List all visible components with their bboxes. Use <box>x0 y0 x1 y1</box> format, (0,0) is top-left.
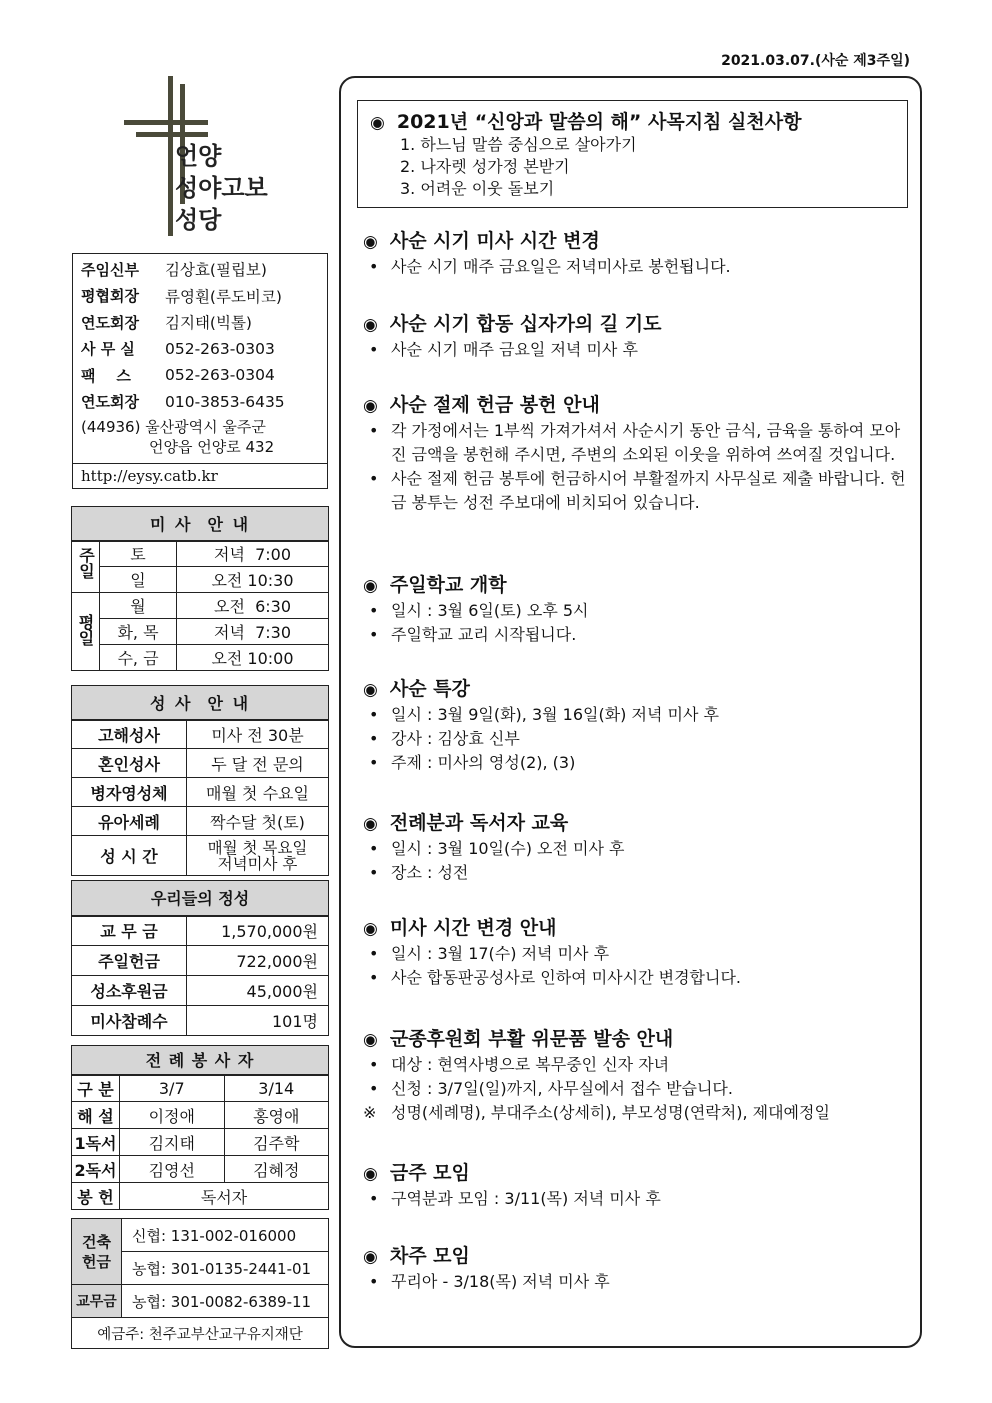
offering-name: 성소후원금 <box>72 976 187 1006</box>
bullet-icon: • <box>369 753 379 772</box>
pastoral-guideline-title <box>370 107 895 134</box>
address <box>81 417 319 457</box>
info-label: 연도회장 <box>81 313 139 332</box>
notice-item <box>363 623 908 647</box>
parish-name <box>175 140 268 236</box>
tithe-label: 교무금 <box>72 1285 122 1318</box>
notice-item-text: 강사 : 김상효 신부 <box>391 729 520 748</box>
notice-item <box>363 1270 908 1294</box>
notice-item-text: 각 가정에서는 1부씩 가져가셔서 사순시기 동안 금식, 금육을 통하여 모아진 금액을 봉헌해 주시면, 주변의 소외된 이웃을 위하여 쓰여질 것입니다. <box>391 421 901 464</box>
notice-item <box>363 1053 908 1077</box>
info-label: 사 무 실 <box>81 340 135 359</box>
bullet-icon: • <box>369 421 379 440</box>
notice-item <box>363 1187 908 1211</box>
pastoral-guideline-title-text: 2021년 “신앙과 말씀의 해” 사목지침 실천사항 <box>396 111 802 133</box>
tithe-account: 농협: 301-0082-6389-11 <box>122 1285 328 1318</box>
mass-time: 저녁 7:30 <box>176 619 328 645</box>
servers-date: 3/7 <box>120 1075 225 1102</box>
notice-item-text: 구역분과 모임 : 3/11(목) 저녁 미사 후 <box>391 1189 661 1208</box>
servers-name: 김영선 <box>120 1156 225 1183</box>
servers-date: 3/14 <box>224 1075 329 1102</box>
mass-time: 오전 10:30 <box>176 567 328 593</box>
notice-title: ◉ 전례분과 독서자 교육 <box>363 810 908 837</box>
servers-title: 전 례 봉 사 자 <box>72 1046 329 1075</box>
servers-name: 김주학 <box>224 1129 329 1156</box>
bullet-icon: • <box>369 729 379 748</box>
sunday-label <box>72 541 100 593</box>
notice-item <box>363 942 908 966</box>
bullet-icon: • <box>369 257 379 276</box>
mass-time: 오전 6:30 <box>176 593 328 619</box>
date-line: 2021.03.07.(사순 제3주일) <box>721 53 910 69</box>
notice-item <box>363 837 908 861</box>
sacrament-value: 두 달 전 문의 <box>187 749 329 778</box>
notice-title: ◉ 사순 절제 헌금 봉헌 안내 <box>363 392 908 419</box>
notice-item <box>363 419 908 467</box>
liturgy-servers-table <box>71 1045 329 1210</box>
address-line-2: 언양읍 언양로 432 <box>149 438 275 456</box>
bullet-icon: • <box>369 1055 379 1074</box>
notice-item <box>363 966 908 990</box>
sacrament-value: 매월 첫 수요일 <box>187 778 329 807</box>
info-label: 평협회장 <box>81 287 139 306</box>
bulletin-panel <box>339 76 922 1348</box>
notice-section <box>363 1026 908 1125</box>
offering-value: 1,570,000원 <box>187 916 329 946</box>
mass-day: 화, 목 <box>100 619 177 645</box>
notice-item <box>363 467 908 515</box>
notice-title: ◉ 사순 시기 합동 십자가의 길 기도 <box>363 311 908 338</box>
notice-item-text: 대상 : 현역사병으로 복무중인 신자 자녀 <box>391 1055 670 1074</box>
servers-offertory: 독서자 <box>120 1183 329 1210</box>
info-label: 주임신부 <box>81 260 139 279</box>
mass-schedule-table <box>71 506 329 671</box>
offering-value: 722,000원 <box>187 946 329 976</box>
mass-day: 수, 금 <box>100 645 177 671</box>
website-link[interactable]: http://eysy.catb.kr <box>73 463 327 485</box>
servers-role: 2독서 <box>72 1156 120 1183</box>
sacrament-value: 짝수달 첫(토) <box>187 807 329 836</box>
notice-item-text: 주제 : 미사의 영성(2), (3) <box>391 753 576 772</box>
account-holder: 예금주: 천주교부산교구유지재단 <box>97 1326 303 1343</box>
notice-section <box>363 915 908 990</box>
bullet-icon: • <box>369 839 379 858</box>
sacrament-name: 유아세례 <box>72 807 187 836</box>
servers-name: 이정애 <box>120 1102 225 1129</box>
notice-section <box>363 228 908 279</box>
sacrament-table <box>71 685 329 876</box>
servers-header-label: 구 분 <box>72 1075 120 1102</box>
weekday-label <box>72 593 100 671</box>
sacrament-value: 매월 첫 목요일 저녁미사 후 <box>187 836 329 876</box>
bullet-icon: • <box>369 1189 379 1208</box>
info-value: 김상효(필립보) <box>165 261 267 280</box>
notice-item <box>363 255 908 279</box>
offering-value: 101명 <box>187 1006 329 1036</box>
sacrament-name: 혼인성사 <box>72 749 187 778</box>
servers-role: 봉 헌 <box>72 1183 120 1210</box>
building-fund-label <box>72 1219 122 1285</box>
bullet-icon: • <box>369 705 379 724</box>
parish-info-box <box>72 253 328 489</box>
notice-item <box>363 703 908 727</box>
notice-title: ◉ 사순 특강 <box>363 676 908 703</box>
bank-account-box <box>71 1218 329 1349</box>
building-account-1: 신협: 131-002-016000 <box>122 1219 328 1252</box>
notice-item-text: 사순 시기 매주 금요일 저녁 미사 후 <box>391 340 638 359</box>
building-account-2: 농협: 301-0135-2441-01 <box>122 1252 328 1285</box>
guideline-item: 1. 하느님 말씀 중심으로 살아가기 <box>400 135 637 154</box>
offering-title: 우리들의 정성 <box>72 881 329 916</box>
notice-note-text: 성명(세례명), 부대주소(상세히), 부모성명(연락처), 제대예정일 <box>391 1103 830 1122</box>
notice-item-text: 일시 : 3월 6일(토) 오후 5시 <box>391 601 589 620</box>
notice-item <box>363 751 908 775</box>
notice-section <box>363 311 908 362</box>
bullet-icon: • <box>369 625 379 644</box>
notice-item <box>363 727 908 751</box>
sunday-label-text: 주일 <box>76 546 96 579</box>
bullet-icon: • <box>369 863 379 882</box>
mass-time: 오전 10:00 <box>176 645 328 671</box>
note-mark-icon: ※ <box>363 1103 377 1122</box>
offering-name: 교 무 금 <box>72 916 187 946</box>
building-fund-label-text: 건축헌금 <box>82 1232 111 1271</box>
notice-item-text: 일시 : 3월 10일(수) 오전 미사 후 <box>391 839 625 858</box>
servers-role: 해 설 <box>72 1102 120 1129</box>
mass-day: 토 <box>100 541 177 567</box>
offering-value: 45,000원 <box>187 976 329 1006</box>
bullet-icon: • <box>369 1272 379 1291</box>
guideline-item: 3. 어려운 이웃 돌보기 <box>400 179 555 198</box>
parish-name-line: 언양 <box>175 142 222 170</box>
offering-name: 미사참례수 <box>72 1006 187 1036</box>
notice-section <box>363 676 908 775</box>
sacrament-name: 고해성사 <box>72 720 187 749</box>
notice-section <box>363 392 908 515</box>
info-value: 류영훤(루도비코) <box>165 287 282 306</box>
target-bullet-icon: ◉ <box>370 113 385 133</box>
servers-name: 김지태 <box>120 1129 225 1156</box>
notice-item-text: 사순 합동판공성사로 인하여 미사시간 변경합니다. <box>391 968 742 987</box>
notice-title: ◉ 금주 모임 <box>363 1160 908 1187</box>
parish-name-line: 성당 <box>175 206 222 234</box>
bullet-icon: • <box>369 968 379 987</box>
notice-item <box>363 599 908 623</box>
notice-title: ◉ 주일학교 개학 <box>363 572 908 599</box>
guideline-item: 2. 나자렛 성가정 본받기 <box>400 157 570 176</box>
notice-item-text: 신청 : 3/7일(일)까지, 사무실에서 접수 받습니다. <box>391 1079 733 1098</box>
notice-item-text: 일시 : 3월 9일(화), 3월 16일(화) 저녁 미사 후 <box>391 705 719 724</box>
offering-table <box>71 880 329 1036</box>
bullet-icon: • <box>369 601 379 620</box>
pastoral-guideline-box <box>357 100 908 208</box>
notice-item-text: 꾸리아 - 3/18(목) 저녁 미사 후 <box>391 1272 610 1291</box>
notice-section <box>363 572 908 647</box>
bullet-icon: • <box>369 340 379 359</box>
offering-name: 주일헌금 <box>72 946 187 976</box>
notice-item-text: 장소 : 성전 <box>391 863 469 882</box>
mass-schedule-title: 미 사 안 내 <box>72 507 329 541</box>
info-value: 김지태(빅톨) <box>165 314 252 333</box>
servers-name: 홍영애 <box>224 1102 329 1129</box>
servers-name: 김혜정 <box>224 1156 329 1183</box>
mass-day: 일 <box>100 567 177 593</box>
bullet-icon: • <box>369 944 379 963</box>
notice-section <box>363 1160 908 1211</box>
notice-item-text: 사순 절제 헌금 봉투에 헌금하시어 부활절까지 사무실로 제출 바랍니다. 헌금 봉투는 성전 주보대에 비치되어 있습니다. <box>391 469 906 512</box>
info-value: 052-263-0303 <box>165 339 275 358</box>
notice-section <box>363 810 908 885</box>
mass-time: 저녁 7:00 <box>176 541 328 567</box>
info-value: 052-263-0304 <box>165 366 275 385</box>
parish-name-line: 성야고보 <box>175 174 268 202</box>
bullet-icon: • <box>369 1079 379 1098</box>
notice-item-text: 사순 시기 매주 금요일은 저녁미사로 봉헌됩니다. <box>391 257 731 276</box>
notice-item <box>363 1077 908 1101</box>
info-label: 연도회장 <box>81 393 139 412</box>
notice-title: ◉ 사순 시기 미사 시간 변경 <box>363 228 908 255</box>
info-value: 010-3853-6435 <box>165 392 285 411</box>
bullet-icon: • <box>369 469 379 488</box>
info-label: 팩 스 <box>81 366 131 385</box>
weekday-label-text: 평일 <box>76 613 95 646</box>
sacrament-name: 성 시 간 <box>72 836 187 876</box>
notice-note <box>363 1101 908 1125</box>
notice-item-text: 주일학교 교리 시작됩니다. <box>391 625 577 644</box>
sacrament-title: 성 사 안 내 <box>72 686 329 720</box>
sacrament-value: 미사 전 30분 <box>187 720 329 749</box>
sacrament-name: 병자영성체 <box>72 778 187 807</box>
notice-item <box>363 338 908 362</box>
notice-item-text: 일시 : 3월 17(수) 저녁 미사 후 <box>391 944 610 963</box>
notice-title: ◉ 차주 모임 <box>363 1243 908 1270</box>
notice-section <box>363 1243 908 1294</box>
notice-title: ◉ 군종후원회 부활 위문품 발송 안내 <box>363 1026 908 1053</box>
notice-title: ◉ 미사 시간 변경 안내 <box>363 915 908 942</box>
mass-day: 월 <box>100 593 177 619</box>
servers-role: 1독서 <box>72 1129 120 1156</box>
notice-item <box>363 861 908 885</box>
address-line-1: (44936) 울산광역시 울주군 <box>81 418 266 436</box>
